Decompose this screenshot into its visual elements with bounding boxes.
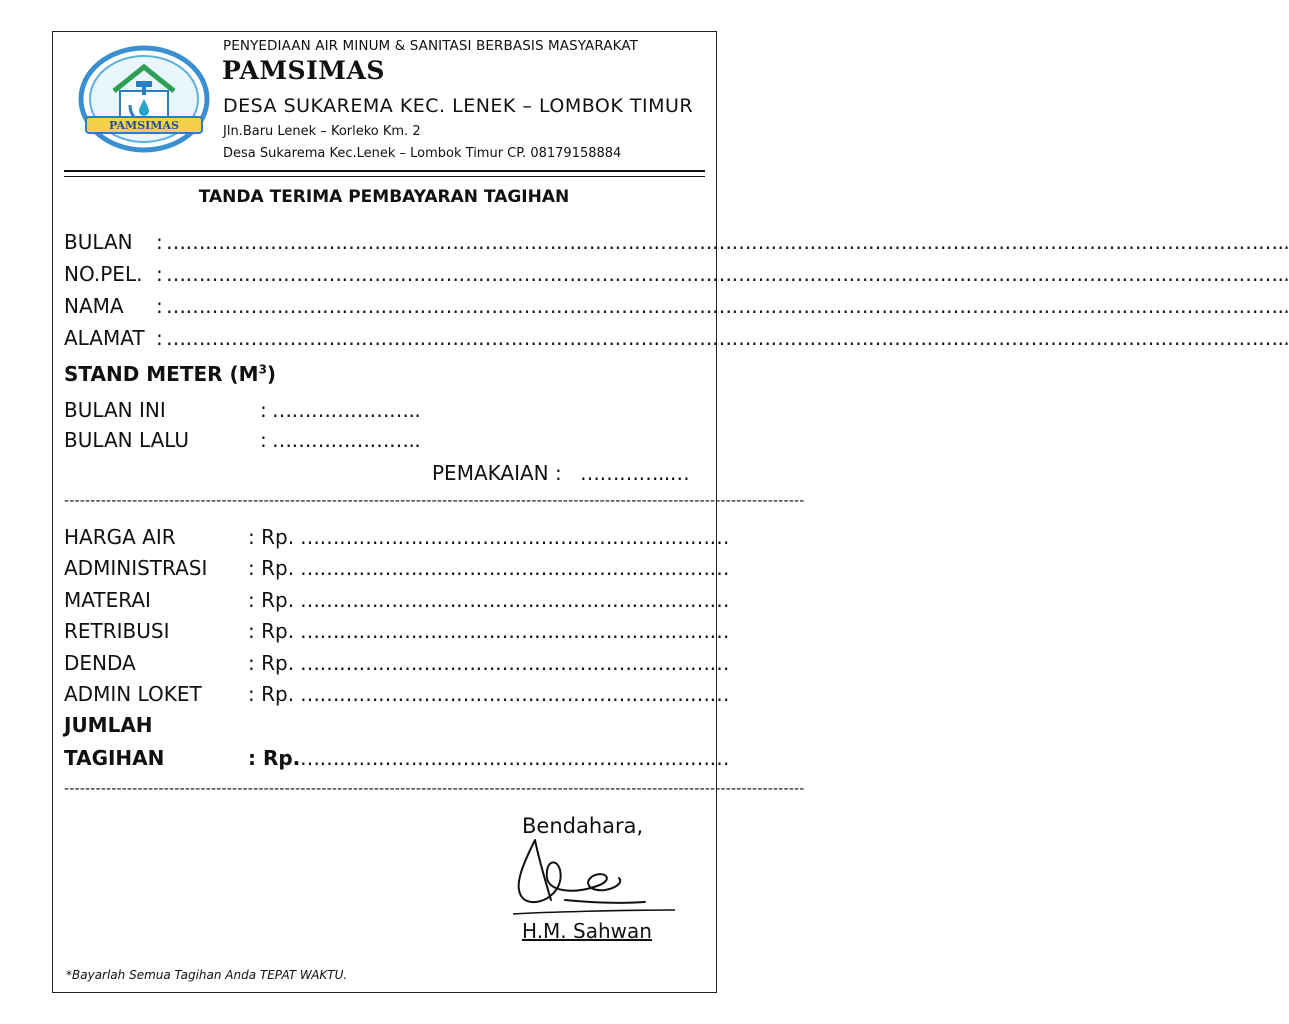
pamsimas-logo bbox=[78, 45, 210, 153]
field-separator: : bbox=[260, 428, 267, 452]
charge-prefix: : Rp. bbox=[248, 525, 295, 549]
charge-denda-blank: ………………………………………………………… bbox=[300, 651, 729, 675]
field-label: NAMA bbox=[64, 294, 124, 318]
field-label: BULAN INI bbox=[64, 398, 166, 422]
charge-retribusi bbox=[64, 619, 294, 643]
field-pemakaian-blank: …………..… bbox=[580, 461, 690, 485]
field-no-pel-blank: ……………………………………………………………………………………………………………………………………………………….. bbox=[166, 262, 1289, 286]
charge-retribusi-blank: ………………………………………………………… bbox=[300, 619, 729, 643]
total-label-line-1: JUMLAH bbox=[64, 713, 153, 737]
charge-harga-air bbox=[64, 525, 294, 549]
total-blank: ………………………………………………………… bbox=[300, 746, 729, 770]
field-separator: : bbox=[156, 262, 163, 286]
field-no-pel bbox=[64, 262, 163, 286]
charge-label: MATERAI bbox=[64, 588, 151, 612]
charge-prefix: : Rp. bbox=[248, 619, 295, 643]
payment-reminder: *Bayarlah Semua Tagihan Anda TEPAT WAKTU. bbox=[66, 968, 348, 982]
separator-dashes-1: --------------------------------------------------------------------------------------------------------------------------------------------- bbox=[64, 493, 805, 509]
field-bulan-lalu-blank: ………………….. bbox=[272, 428, 421, 452]
charge-materai bbox=[64, 588, 294, 612]
signature-title: Bendahara, bbox=[522, 814, 644, 838]
charge-prefix: : Rp. bbox=[248, 682, 295, 706]
charge-prefix: : Rp. bbox=[248, 651, 295, 675]
field-nama bbox=[64, 294, 163, 318]
separator-dashes-2: --------------------------------------------------------------------------------------------------------------------------------------------- bbox=[64, 781, 805, 797]
total-prefix: : Rp. bbox=[248, 746, 301, 770]
field-alamat bbox=[64, 326, 163, 350]
address-line-1: Jln.Baru Lenek – Korleko Km. 2 bbox=[223, 124, 421, 139]
field-alamat-blank: ……………………………………………………………………………………………………………………………………………………….. bbox=[166, 326, 1289, 350]
charge-label: ADMINISTRASI bbox=[64, 556, 208, 580]
receipt-title: TANDA TERIMA PEMBAYARAN TAGIHAN bbox=[198, 187, 570, 207]
logo-text: PAMSIMAS bbox=[109, 119, 179, 132]
total-row bbox=[64, 746, 300, 770]
header-rule-thin bbox=[64, 176, 705, 177]
charge-administrasi bbox=[64, 556, 294, 580]
field-label: BULAN bbox=[64, 230, 133, 254]
field-label: BULAN LALU bbox=[64, 428, 190, 452]
field-separator: : bbox=[156, 294, 163, 318]
organization-name: PAMSIMAS bbox=[222, 56, 385, 85]
stand-meter-heading: STAND METER $(M^3)$ bbox=[64, 362, 277, 386]
village-name: DESA SUKAREMA KEC. LENEK – LOMBOK TIMUR bbox=[223, 95, 694, 117]
superscript: 3 bbox=[258, 362, 267, 377]
field-label: NO.PEL. bbox=[64, 262, 143, 286]
signatory-name: H.M. Sahwan bbox=[522, 919, 652, 943]
charge-label: HARGA AIR bbox=[64, 525, 176, 549]
charge-label: RETRIBUSI bbox=[64, 619, 170, 643]
field-pemakaian bbox=[432, 461, 562, 485]
charge-harga-air-blank: ………………………………………………………… bbox=[300, 525, 729, 549]
total-label-line-2: TAGIHAN bbox=[64, 746, 165, 770]
charge-admin-loket-blank: ………………………………………………………… bbox=[300, 682, 729, 706]
charge-admin-loket bbox=[64, 682, 294, 706]
address-line-2: Desa Sukarema Kec.Lenek – Lombok Timur CP. 08179158884 bbox=[223, 146, 622, 161]
field-separator: : bbox=[156, 230, 163, 254]
field-label: ALAMAT bbox=[64, 326, 145, 350]
charge-prefix: : Rp. bbox=[248, 556, 295, 580]
charge-denda bbox=[64, 651, 294, 675]
field-bulan-lalu bbox=[64, 428, 267, 452]
field-bulan-ini bbox=[64, 398, 267, 422]
field-nama-blank: ……………………………………………………………………………………………………………………………………………………….. bbox=[166, 294, 1289, 318]
field-separator: : bbox=[260, 398, 267, 422]
charge-label: DENDA bbox=[64, 651, 136, 675]
field-bulan-ini-blank: ………………….. bbox=[272, 398, 421, 422]
program-name: PENYEDIAAN AIR MINUM & SANITASI BERBASIS MASYARAKAT bbox=[223, 38, 639, 54]
field-bulan bbox=[64, 230, 163, 254]
charge-administrasi-blank: ………………………………………………………… bbox=[300, 556, 729, 580]
charge-materai-blank: ………………………………………………………… bbox=[300, 588, 729, 612]
charge-prefix: : Rp. bbox=[248, 588, 295, 612]
charge-label: ADMIN LOKET bbox=[64, 682, 202, 706]
header-rule-thick bbox=[64, 170, 705, 172]
field-separator: : bbox=[156, 326, 163, 350]
field-label: PEMAKAIAN : bbox=[432, 461, 562, 485]
field-bulan-blank: ……………………………………………………………………………………………………………………………………………………….. bbox=[166, 230, 1289, 254]
